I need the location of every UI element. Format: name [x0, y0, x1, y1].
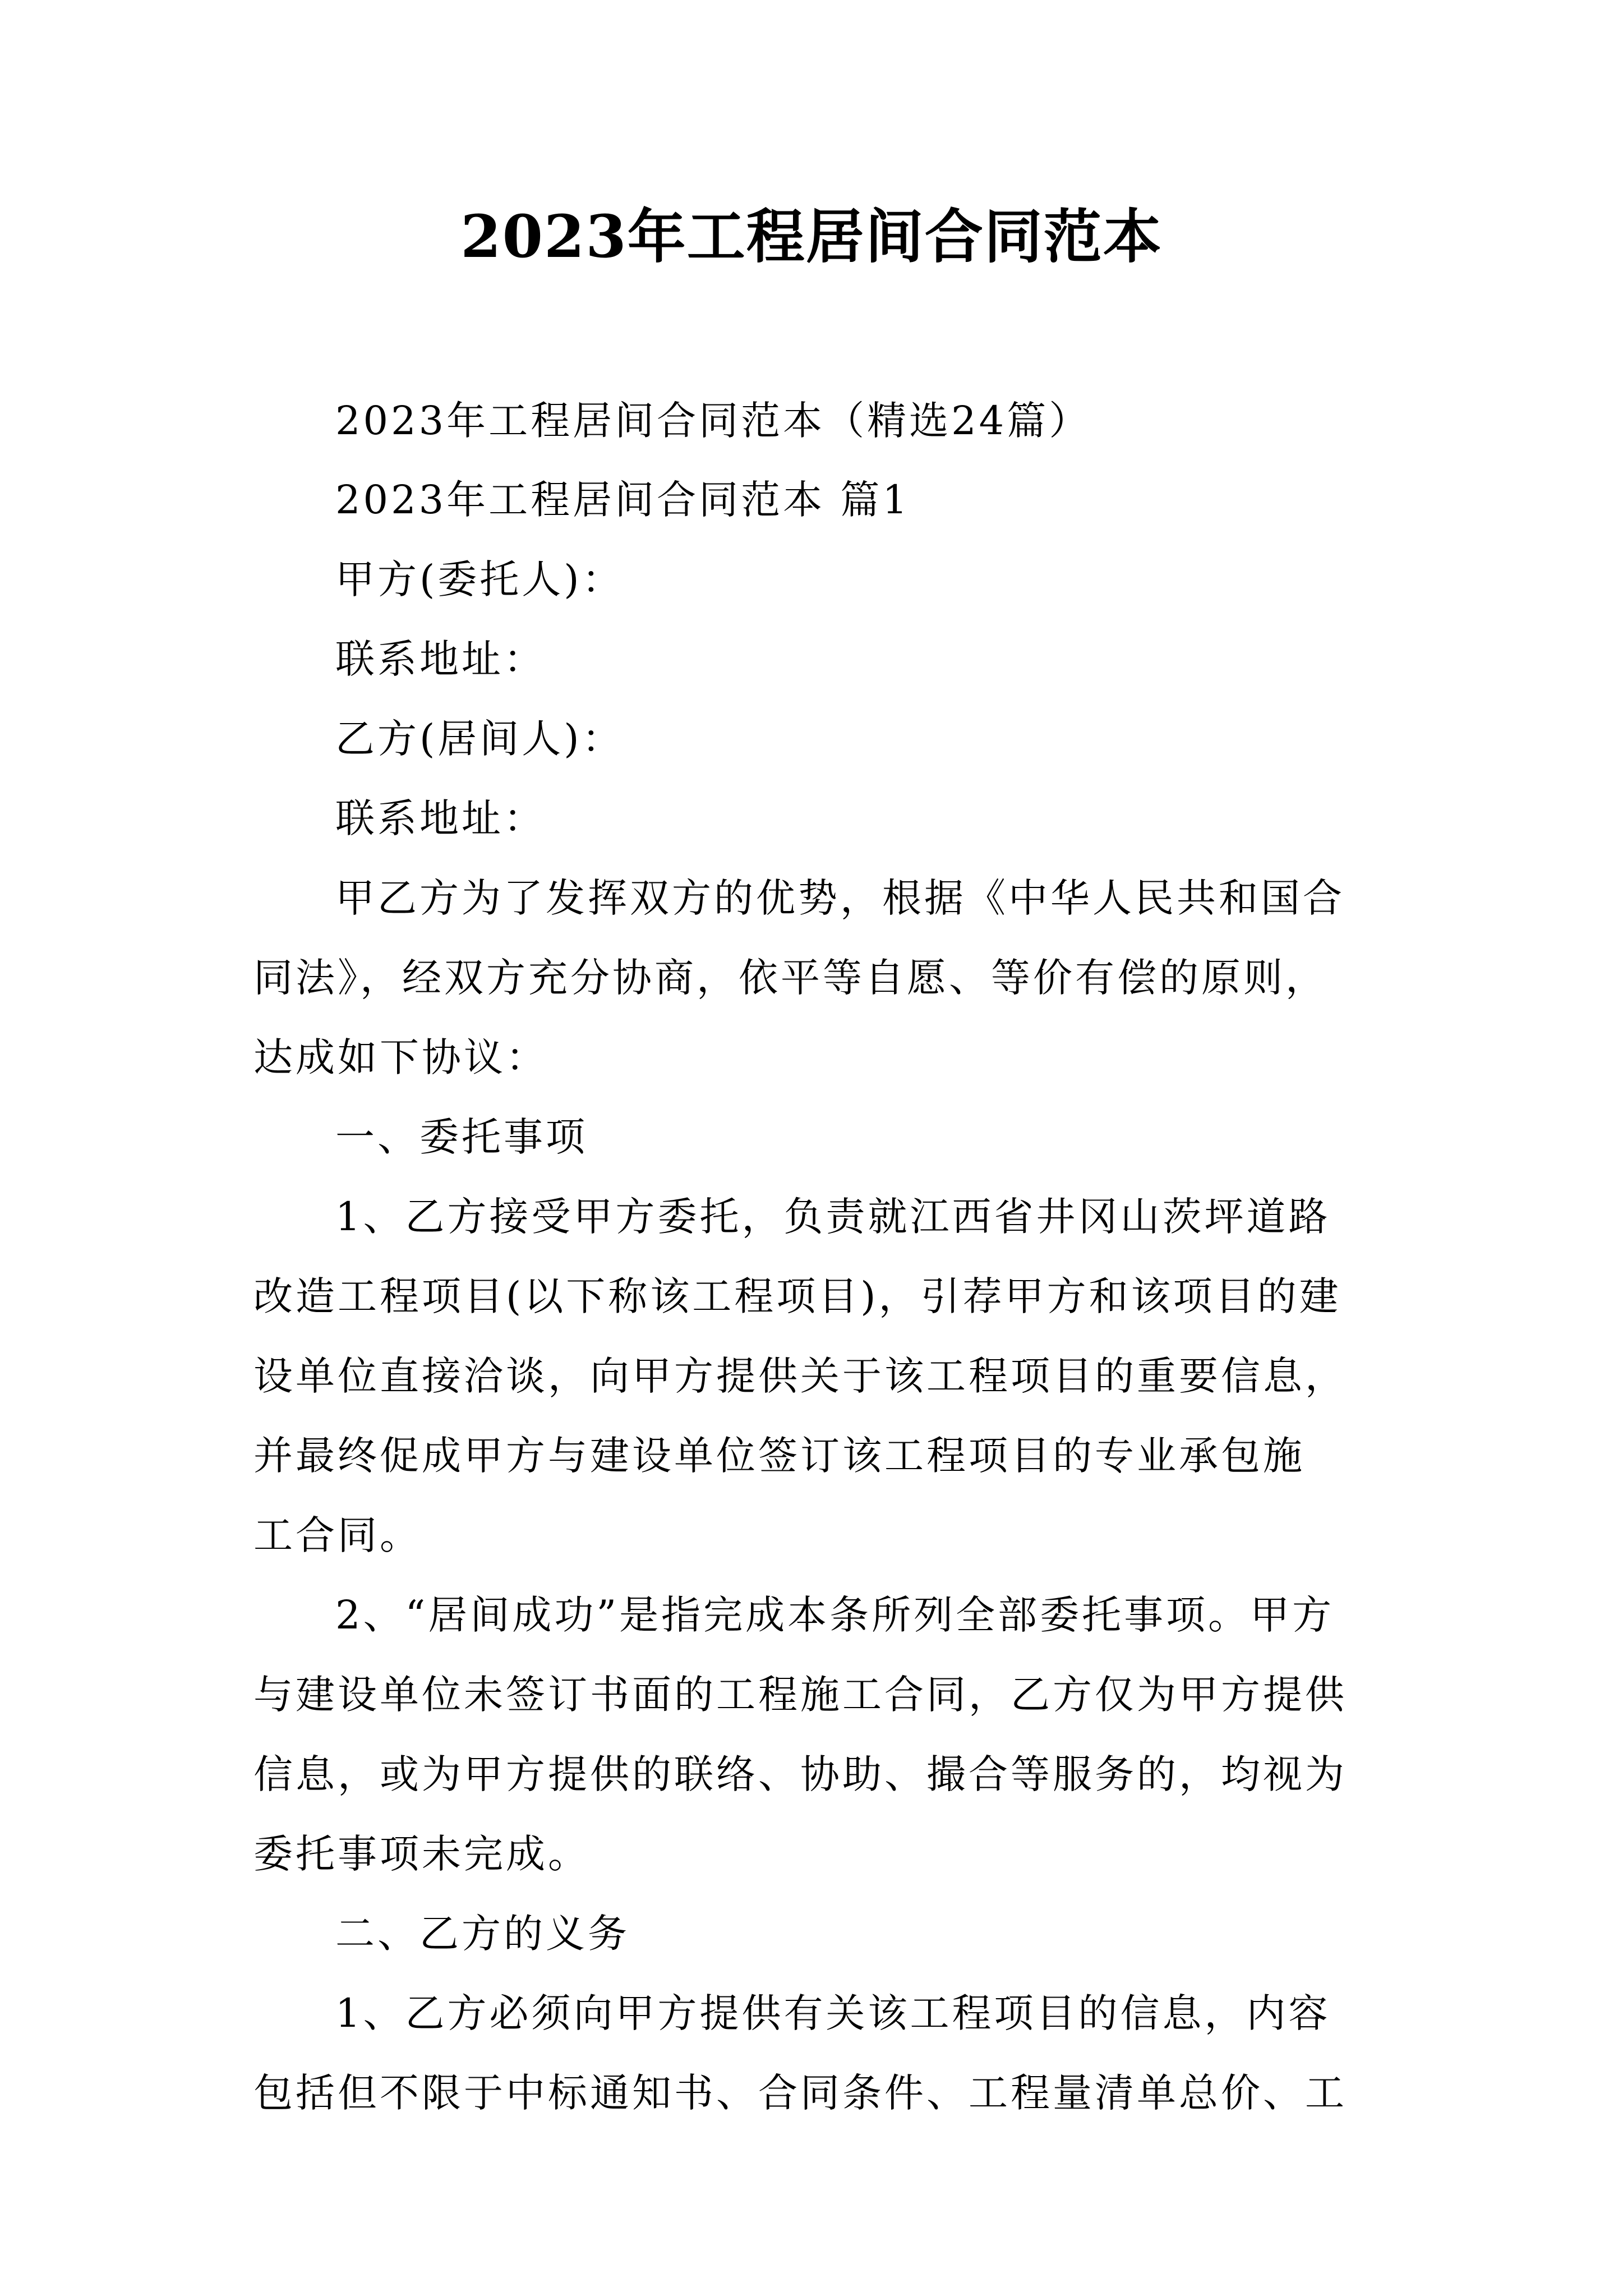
paragraph-line: 信息，或为甲方提供的联络、协助、撮合等服务的，均视为 — [253, 1751, 1347, 1797]
paragraph-line: 达成如下协议： — [253, 1034, 548, 1080]
paragraph-line: 1、乙方接受甲方委托，负责就江西省井冈山茨坪道路 — [335, 1194, 1331, 1240]
paragraph-line: 甲乙方为了发挥双方的优势，根据《中华人民共和国合 — [335, 875, 1345, 921]
paragraph-line: 联系地址： — [335, 795, 546, 841]
paragraph-line: 与建设单位未签订书面的工程施工合同，乙方仅为甲方提供 — [253, 1672, 1347, 1718]
paragraph-line: 1、乙方必须向甲方提供有关该工程项目的信息，内容 — [335, 1990, 1331, 2036]
paragraph-line: 甲方(委托人)： — [335, 556, 624, 602]
paragraph-line: 委托事项未完成。 — [253, 1831, 590, 1877]
paragraph-line: 工合同。 — [253, 1512, 422, 1558]
paragraph-line: 设单位直接洽谈，向甲方提供关于该工程项目的重要信息， — [253, 1353, 1347, 1399]
paragraph-line: 改造工程项目(以下称该工程项目)，引荐甲方和该项目的建 — [253, 1273, 1341, 1319]
paragraph-line: 二、乙方的义务 — [335, 1911, 630, 1957]
paragraph-line: 联系地址： — [335, 636, 546, 682]
paragraph-line: 一、委托事项 — [335, 1114, 588, 1160]
paragraph-line: 并最终促成甲方与建设单位签订该工程项目的专业承包施 — [253, 1433, 1305, 1479]
paragraph-line: 2、“居间成功”是指完成本条所列全部委托事项。甲方 — [335, 1592, 1335, 1638]
paragraph-line: 2023年工程居间合同范本 篇1 — [335, 477, 910, 523]
paragraph-line: 包括但不限于中标通知书、合同条件、工程量清单总价、工 — [253, 2070, 1347, 2116]
paragraph-line: 2023年工程居间合同范本（精选24篇） — [335, 398, 1091, 444]
document-title: 2023年工程居间合同范本 — [460, 202, 1163, 271]
paragraph-line: 同法》，经双方充分协商，依平等自愿、等价有偿的原则， — [253, 955, 1327, 1001]
paragraph-line: 乙方(居间人)： — [335, 716, 624, 762]
